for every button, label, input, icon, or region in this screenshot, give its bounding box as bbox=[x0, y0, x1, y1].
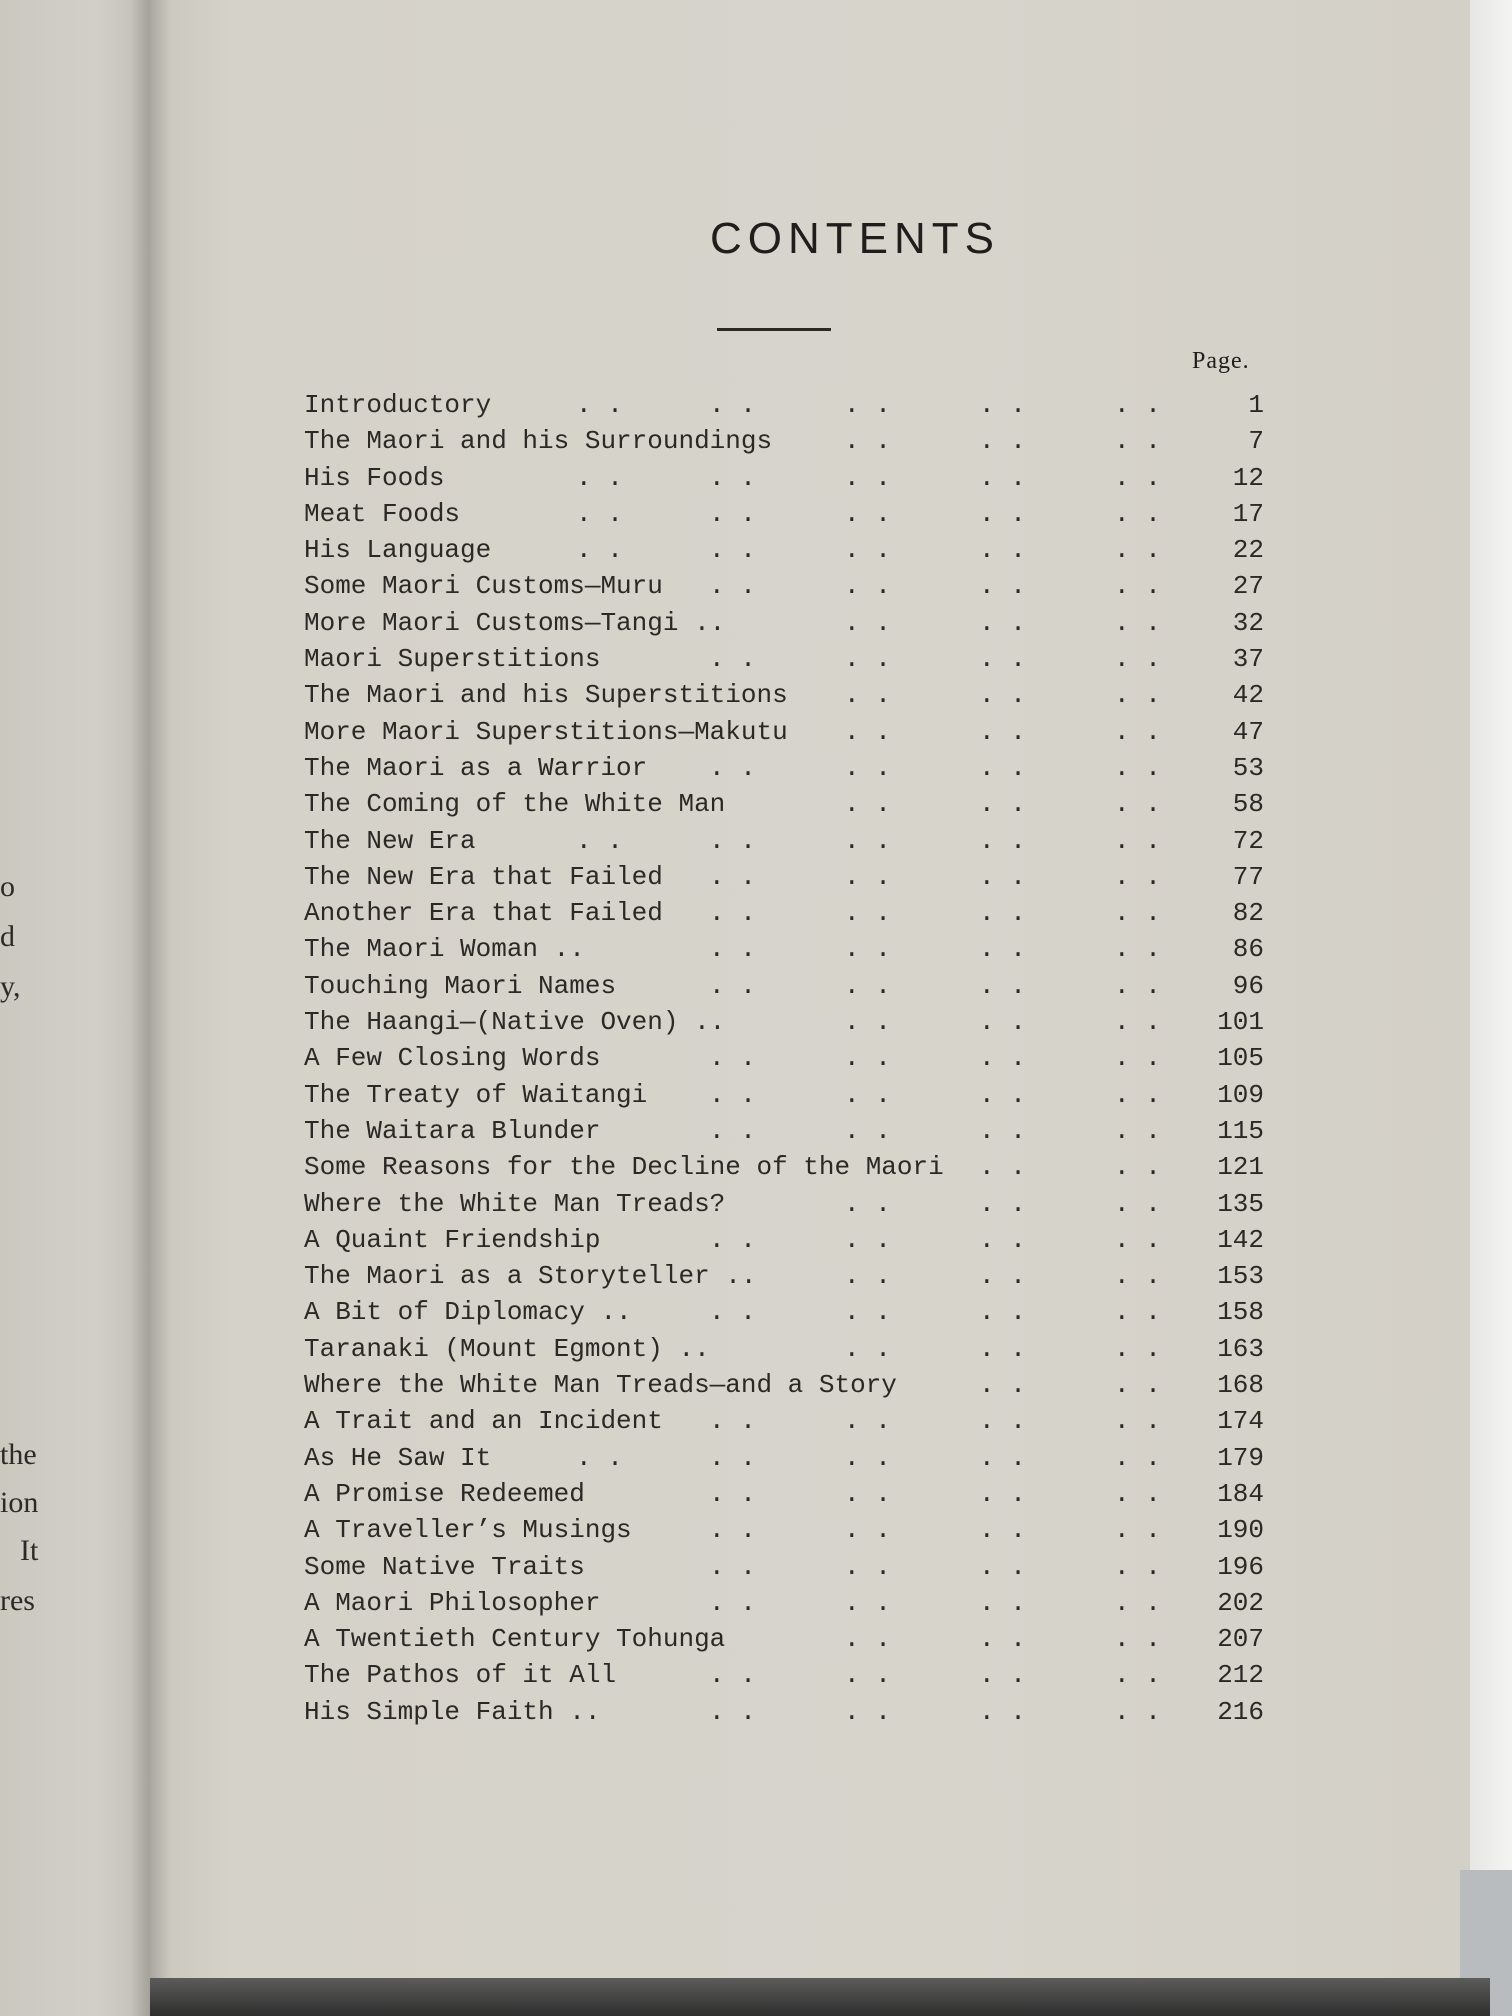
leader-dots: . . bbox=[844, 1333, 891, 1364]
toc-entry bbox=[304, 532, 1264, 568]
toc-entry-title: Meat Foods bbox=[304, 498, 461, 529]
leader-dots: . . bbox=[979, 1551, 1026, 1582]
leader-dots: . . bbox=[709, 1115, 756, 1146]
leader-dots: . . bbox=[1114, 535, 1161, 566]
toc-entry-title: Introductory bbox=[304, 390, 492, 420]
leader-dots: . . bbox=[979, 1624, 1026, 1655]
leader-dots: . . bbox=[709, 861, 756, 892]
leader-dots: . . bbox=[1114, 861, 1161, 892]
toc-entry-title: Taranaki (Mount Egmont) .. bbox=[304, 1333, 710, 1364]
leader-dots: . . bbox=[709, 1043, 756, 1074]
leader-dots: . . bbox=[844, 1224, 891, 1255]
leader-dots: . . bbox=[576, 1442, 623, 1473]
leader-dots: . . bbox=[709, 970, 756, 1001]
leader-dots: . . bbox=[844, 898, 891, 929]
toc-entry bbox=[304, 1258, 1264, 1294]
leader-dots: . . bbox=[1114, 644, 1161, 675]
toc-entry bbox=[304, 496, 1264, 532]
toc-entry-title: More Maori Customs—Tangi .. bbox=[304, 607, 726, 638]
leader-dots: . . bbox=[844, 426, 891, 457]
leader-dots: . . bbox=[979, 1515, 1026, 1546]
leader-dots: . . bbox=[709, 390, 756, 420]
leader-dots: . . bbox=[844, 1551, 891, 1582]
toc-entry bbox=[304, 1113, 1264, 1149]
toc-entry-page: 72 bbox=[1232, 825, 1264, 856]
toc-entry-title: The Maori and his Surroundings bbox=[304, 426, 773, 457]
leader-dots: . . bbox=[1114, 498, 1161, 529]
toc-entry-page: 115 bbox=[1217, 1115, 1264, 1146]
leader-dots: . . bbox=[979, 898, 1026, 929]
toc-entry-page: 82 bbox=[1232, 898, 1264, 929]
leader-dots: . . bbox=[979, 1007, 1026, 1038]
toc-entry bbox=[304, 423, 1264, 459]
toc-entry-page: 153 bbox=[1217, 1261, 1264, 1292]
leader-dots: . . bbox=[844, 1007, 891, 1038]
toc-entry-title: Some Native Traits bbox=[304, 1551, 585, 1582]
toc-entry-page: 179 bbox=[1217, 1442, 1264, 1473]
leader-dots: . . bbox=[1114, 752, 1161, 783]
left-page-fragment: the bbox=[0, 1438, 37, 1471]
toc-entry bbox=[304, 605, 1264, 641]
toc-entry-page: 184 bbox=[1217, 1478, 1264, 1509]
toc-entry-title: As He Saw It bbox=[304, 1442, 492, 1473]
leader-dots: . . bbox=[979, 825, 1026, 856]
leader-dots: . . bbox=[844, 1043, 891, 1074]
leader-dots: . . bbox=[844, 535, 891, 566]
toc-entry-page: 196 bbox=[1217, 1551, 1264, 1582]
toc-entry bbox=[304, 1294, 1264, 1330]
title-rule bbox=[717, 328, 831, 331]
background-surface bbox=[1470, 0, 1512, 2016]
leader-dots: . . bbox=[844, 970, 891, 1001]
toc-entry bbox=[304, 387, 1264, 423]
toc-entry-page: 158 bbox=[1217, 1297, 1264, 1328]
toc-entry bbox=[304, 568, 1264, 604]
leader-dots: . . bbox=[1114, 1261, 1161, 1292]
leader-dots: . . bbox=[979, 1079, 1026, 1110]
toc-entry-page: 1 bbox=[1248, 390, 1264, 420]
toc-entry-title: Where the White Man Treads—and a Story bbox=[304, 1370, 897, 1401]
toc-entry-page: 105 bbox=[1217, 1043, 1264, 1074]
leader-dots: . . bbox=[576, 462, 623, 493]
leader-dots: . . bbox=[979, 1370, 1026, 1401]
leader-dots: . . bbox=[979, 1043, 1026, 1074]
leader-dots: . . bbox=[844, 825, 891, 856]
toc-entry-page: 109 bbox=[1217, 1079, 1264, 1110]
leader-dots: . . bbox=[709, 1297, 756, 1328]
toc-entry-title: More Maori Superstitions—Makutu bbox=[304, 716, 788, 747]
leader-dots: . . bbox=[979, 1333, 1026, 1364]
leader-dots: . . bbox=[844, 498, 891, 529]
toc-entry-page: 163 bbox=[1217, 1333, 1264, 1364]
table-of-contents bbox=[304, 387, 1264, 1730]
toc-entry-page: 86 bbox=[1232, 934, 1264, 965]
toc-entry-title: Where the White Man Treads? bbox=[304, 1188, 726, 1219]
leader-dots: . . bbox=[844, 1261, 891, 1292]
left-page-fragment: ion bbox=[0, 1486, 39, 1519]
toc-entry bbox=[304, 1403, 1264, 1439]
toc-entry bbox=[304, 1621, 1264, 1657]
leader-dots: . . bbox=[979, 789, 1026, 820]
toc-entry-title: Another Era that Failed bbox=[304, 898, 663, 929]
toc-entry-title: The Pathos of it All bbox=[304, 1660, 617, 1691]
leader-dots: . . bbox=[709, 1406, 756, 1437]
leader-dots: . . bbox=[979, 716, 1026, 747]
leader-dots: . . bbox=[844, 607, 891, 638]
leader-dots: . . bbox=[979, 1478, 1026, 1509]
leader-dots: . . bbox=[1114, 426, 1161, 457]
leader-dots: . . bbox=[979, 1442, 1026, 1473]
leader-dots: . . bbox=[1114, 1152, 1161, 1183]
toc-entry-page: 96 bbox=[1232, 970, 1264, 1001]
toc-entry bbox=[304, 1549, 1264, 1585]
toc-entry-title: The New Era that Failed bbox=[304, 861, 663, 892]
toc-entry bbox=[304, 1077, 1264, 1113]
toc-entry-title: A Quaint Friendship bbox=[304, 1224, 601, 1255]
leader-dots: . . bbox=[979, 644, 1026, 675]
toc-entry-page: 22 bbox=[1232, 535, 1264, 566]
toc-entry-title: A Twentieth Century Tohunga bbox=[304, 1624, 726, 1655]
toc-entry bbox=[304, 931, 1264, 967]
page-column-header: Page. bbox=[1192, 348, 1250, 374]
toc-entry bbox=[304, 1694, 1264, 1730]
left-page-fragment: o bbox=[0, 870, 15, 903]
toc-entry-page: 17 bbox=[1232, 498, 1264, 529]
leader-dots: . . bbox=[844, 1406, 891, 1437]
leader-dots: . . bbox=[709, 535, 756, 566]
toc-entry-title: The New Era bbox=[304, 825, 476, 856]
toc-entry bbox=[304, 641, 1264, 677]
toc-entry-page: 101 bbox=[1217, 1007, 1264, 1038]
toc-entry bbox=[304, 750, 1264, 786]
toc-entry-page: 142 bbox=[1217, 1224, 1264, 1255]
toc-entry bbox=[304, 1040, 1264, 1076]
leader-dots: . . bbox=[844, 644, 891, 675]
leader-dots: . . bbox=[979, 1115, 1026, 1146]
toc-entry bbox=[304, 968, 1264, 1004]
toc-entry bbox=[304, 460, 1264, 496]
leader-dots: . . bbox=[1114, 1224, 1161, 1255]
toc-entry-title: The Maori as a Storyteller .. bbox=[304, 1261, 757, 1292]
toc-entry-page: 7 bbox=[1248, 426, 1264, 457]
leader-dots: . . bbox=[1114, 970, 1161, 1001]
leader-dots: . . bbox=[709, 1551, 756, 1582]
toc-entry bbox=[304, 1222, 1264, 1258]
toc-entry-page: 42 bbox=[1232, 680, 1264, 711]
leader-dots: . . bbox=[844, 1515, 891, 1546]
leader-dots: . . bbox=[709, 752, 756, 783]
leader-dots: . . bbox=[1114, 1043, 1161, 1074]
leader-dots: . . bbox=[1114, 716, 1161, 747]
page-title: CONTENTS bbox=[710, 214, 1000, 263]
leader-dots: . . bbox=[1114, 1587, 1161, 1618]
leader-dots: . . bbox=[1114, 789, 1161, 820]
toc-entry-page: 135 bbox=[1217, 1188, 1264, 1219]
leader-dots: . . bbox=[709, 1515, 756, 1546]
leader-dots: . . bbox=[709, 934, 756, 965]
leader-dots: . . bbox=[844, 1660, 891, 1691]
toc-entry bbox=[304, 1004, 1264, 1040]
leader-dots: . . bbox=[576, 390, 623, 420]
leader-dots: . . bbox=[979, 680, 1026, 711]
leader-dots: . . bbox=[844, 1297, 891, 1328]
toc-entry-title: The Maori Woman .. bbox=[304, 934, 585, 965]
leader-dots: . . bbox=[844, 1696, 891, 1727]
toc-entry bbox=[304, 1657, 1264, 1693]
leader-dots: . . bbox=[844, 1188, 891, 1219]
leader-dots: . . bbox=[979, 752, 1026, 783]
leader-dots: . . bbox=[979, 1188, 1026, 1219]
leader-dots: . . bbox=[1114, 1696, 1161, 1727]
toc-entry bbox=[304, 859, 1264, 895]
leader-dots: . . bbox=[1114, 1079, 1161, 1110]
left-page-fragment: res bbox=[0, 1584, 35, 1617]
leader-dots: . . bbox=[576, 498, 623, 529]
toc-entry bbox=[304, 786, 1264, 822]
leader-dots: . . bbox=[844, 934, 891, 965]
leader-dots: . . bbox=[844, 1478, 891, 1509]
leader-dots: . . bbox=[979, 1660, 1026, 1691]
leader-dots: . . bbox=[1114, 571, 1161, 602]
leader-dots: . . bbox=[709, 1224, 756, 1255]
leader-dots: . . bbox=[979, 426, 1026, 457]
toc-entry bbox=[304, 1186, 1264, 1222]
left-page-fragment: y, bbox=[0, 970, 21, 1003]
leader-dots: . . bbox=[709, 498, 756, 529]
leader-dots: . . bbox=[844, 571, 891, 602]
toc-entry-title: His Simple Faith .. bbox=[304, 1696, 601, 1727]
leader-dots: . . bbox=[1114, 1442, 1161, 1473]
leader-dots: . . bbox=[1114, 1333, 1161, 1364]
leader-dots: . . bbox=[1114, 1115, 1161, 1146]
toc-entry-page: 190 bbox=[1217, 1515, 1264, 1546]
leader-dots: . . bbox=[709, 1478, 756, 1509]
toc-entry-page: 212 bbox=[1217, 1660, 1264, 1691]
leader-dots: . . bbox=[979, 1297, 1026, 1328]
leader-dots: . . bbox=[709, 1079, 756, 1110]
leader-dots: . . bbox=[979, 934, 1026, 965]
toc-entry bbox=[304, 823, 1264, 859]
toc-entry bbox=[304, 895, 1264, 931]
leader-dots: . . bbox=[844, 752, 891, 783]
leader-dots: . . bbox=[1114, 1660, 1161, 1691]
toc-entry-title: The Coming of the White Man bbox=[304, 789, 726, 820]
toc-entry-title: The Waitara Blunder bbox=[304, 1115, 601, 1146]
leader-dots: . . bbox=[844, 1624, 891, 1655]
toc-entry bbox=[304, 1476, 1264, 1512]
toc-entry-title: His Language bbox=[304, 535, 492, 566]
leader-dots: . . bbox=[709, 462, 756, 493]
leader-dots: . . bbox=[1114, 934, 1161, 965]
left-page-fragment: It bbox=[20, 1534, 39, 1567]
toc-entry-title: The Haangi—(Native Oven) .. bbox=[304, 1007, 726, 1038]
leader-dots: . . bbox=[979, 390, 1026, 420]
toc-entry-page: 216 bbox=[1217, 1696, 1264, 1727]
toc-entry-page: 53 bbox=[1232, 752, 1264, 783]
toc-entry-title: A Few Closing Words bbox=[304, 1043, 601, 1074]
leader-dots: . . bbox=[979, 970, 1026, 1001]
leader-dots: . . bbox=[709, 825, 756, 856]
leader-dots: . . bbox=[1114, 607, 1161, 638]
leader-dots: . . bbox=[844, 462, 891, 493]
toc-entry bbox=[304, 677, 1264, 713]
toc-entry-title: Some Maori Customs—Muru bbox=[304, 571, 663, 602]
leader-dots: . . bbox=[844, 390, 891, 420]
leader-dots: . . bbox=[1114, 390, 1161, 420]
leader-dots: . . bbox=[844, 716, 891, 747]
leader-dots: . . bbox=[979, 1587, 1026, 1618]
toc-entry-page: 58 bbox=[1232, 789, 1264, 820]
leader-dots: . . bbox=[1114, 825, 1161, 856]
leader-dots: . . bbox=[844, 680, 891, 711]
toc-entry bbox=[304, 1585, 1264, 1621]
toc-entry-title: Maori Superstitions bbox=[304, 644, 601, 675]
toc-entry-page: 47 bbox=[1232, 716, 1264, 747]
toc-entry-title: The Maori as a Warrior bbox=[304, 752, 648, 783]
leader-dots: . . bbox=[1114, 680, 1161, 711]
book-cover-edge bbox=[150, 1978, 1490, 2016]
leader-dots: . . bbox=[844, 1079, 891, 1110]
leader-dots: . . bbox=[979, 535, 1026, 566]
leader-dots: . . bbox=[844, 1115, 891, 1146]
leader-dots: . . bbox=[1114, 1406, 1161, 1437]
leader-dots: . . bbox=[576, 825, 623, 856]
leader-dots: . . bbox=[1114, 1297, 1161, 1328]
toc-entry-page: 12 bbox=[1232, 462, 1264, 493]
leader-dots: . . bbox=[979, 1224, 1026, 1255]
toc-entry-title: The Maori and his Superstitions bbox=[304, 680, 788, 711]
toc-entry-page: 174 bbox=[1217, 1406, 1264, 1437]
leader-dots: . . bbox=[844, 1442, 891, 1473]
toc-entry-title: A Traveller’s Musings bbox=[304, 1515, 632, 1546]
leader-dots: . . bbox=[1114, 1007, 1161, 1038]
leader-dots: . . bbox=[709, 571, 756, 602]
leader-dots: . . bbox=[979, 607, 1026, 638]
leader-dots: . . bbox=[576, 535, 623, 566]
leader-dots: . . bbox=[844, 1587, 891, 1618]
leader-dots: . . bbox=[1114, 462, 1161, 493]
leader-dots: . . bbox=[979, 1696, 1026, 1727]
toc-entry bbox=[304, 1440, 1264, 1476]
left-page-fragment: d bbox=[0, 920, 15, 953]
leader-dots: . . bbox=[979, 1152, 1026, 1183]
toc-entry-title: Some Reasons for the Decline of the Maori bbox=[304, 1152, 944, 1183]
toc-entry-title: His Foods bbox=[304, 462, 445, 493]
toc-entry bbox=[304, 1331, 1264, 1367]
toc-entry bbox=[304, 1367, 1264, 1403]
toc-entry-title: A Bit of Diplomacy .. bbox=[304, 1297, 632, 1328]
toc-entry-page: 121 bbox=[1217, 1152, 1264, 1183]
toc-entry bbox=[304, 714, 1264, 750]
toc-entry-title: A Promise Redeemed bbox=[304, 1478, 585, 1509]
leader-dots: . . bbox=[979, 1406, 1026, 1437]
page-gutter-shadow bbox=[130, 0, 170, 2016]
toc-entry-title: The Treaty of Waitangi bbox=[304, 1079, 648, 1110]
leader-dots: . . bbox=[1114, 1370, 1161, 1401]
toc-entry-page: 37 bbox=[1232, 644, 1264, 675]
leader-dots: . . bbox=[709, 1442, 756, 1473]
toc-entry-page: 202 bbox=[1217, 1587, 1264, 1618]
leader-dots: . . bbox=[979, 1261, 1026, 1292]
toc-entry-page: 77 bbox=[1232, 861, 1264, 892]
toc-entry-page: 27 bbox=[1232, 571, 1264, 602]
leader-dots: . . bbox=[1114, 1515, 1161, 1546]
leader-dots: . . bbox=[979, 571, 1026, 602]
leader-dots: . . bbox=[1114, 1624, 1161, 1655]
leader-dots: . . bbox=[1114, 1551, 1161, 1582]
leader-dots: . . bbox=[709, 898, 756, 929]
toc-entry-title: A Maori Philosopher bbox=[304, 1587, 601, 1618]
leader-dots: . . bbox=[709, 1660, 756, 1691]
toc-entry bbox=[304, 1149, 1264, 1185]
leader-dots: . . bbox=[979, 498, 1026, 529]
leader-dots: . . bbox=[979, 462, 1026, 493]
leader-dots: . . bbox=[1114, 1188, 1161, 1219]
leader-dots: . . bbox=[709, 1587, 756, 1618]
leader-dots: . . bbox=[1114, 1478, 1161, 1509]
toc-entry-title: Touching Maori Names bbox=[304, 970, 617, 1001]
leader-dots: . . bbox=[844, 789, 891, 820]
toc-entry-page: 207 bbox=[1217, 1624, 1264, 1655]
leader-dots: . . bbox=[1114, 898, 1161, 929]
leader-dots: . . bbox=[709, 644, 756, 675]
leader-dots: . . bbox=[979, 861, 1026, 892]
leader-dots: . . bbox=[709, 1696, 756, 1727]
toc-entry-page: 168 bbox=[1217, 1370, 1264, 1401]
toc-entry-title: A Trait and an Incident bbox=[304, 1406, 663, 1437]
toc-entry-page: 32 bbox=[1232, 607, 1264, 638]
leader-dots: . . bbox=[844, 861, 891, 892]
toc-entry bbox=[304, 1512, 1264, 1548]
